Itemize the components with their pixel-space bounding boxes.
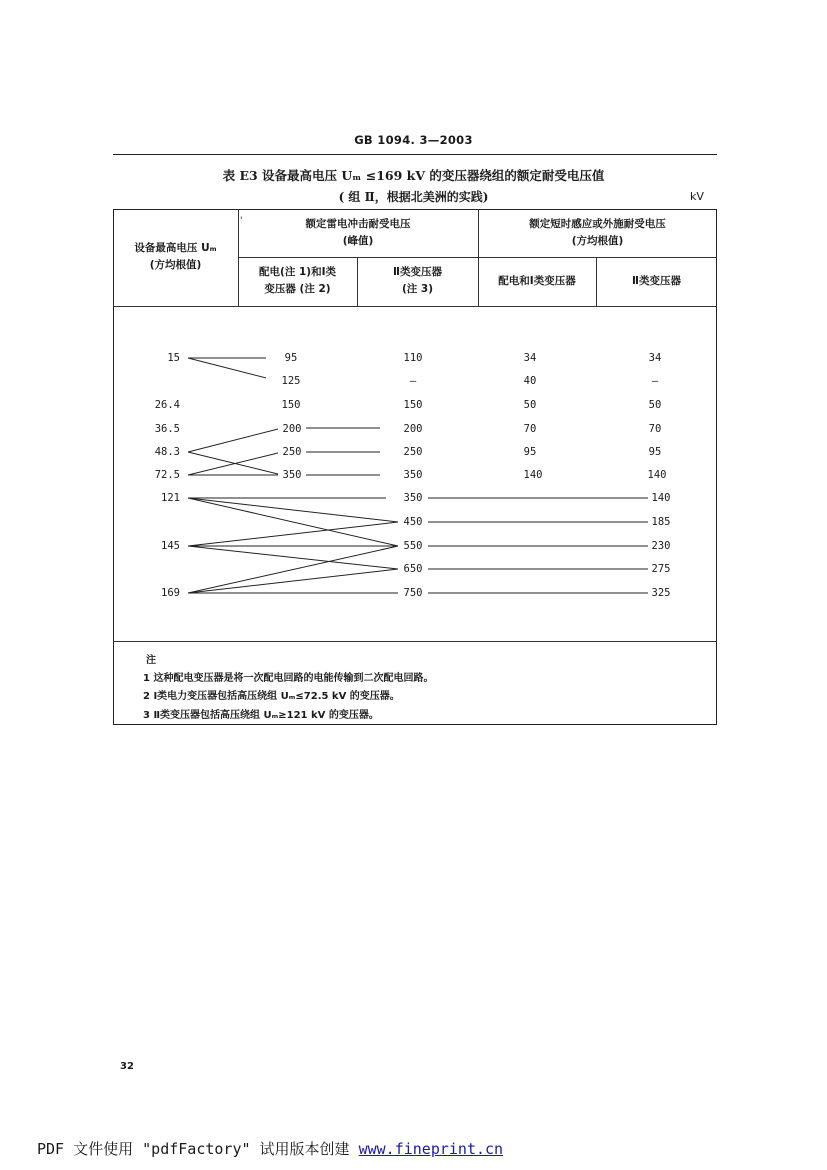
ac-class2-value: 70: [648, 423, 662, 435]
header-ac-line1: 额定短时感应或外施耐受电压: [529, 218, 666, 230]
header-ac-class1: 配电和Ⅰ类变压器: [498, 275, 576, 287]
ac-class2-value: —: [651, 375, 659, 387]
header-um-line2: (方均根值): [149, 259, 202, 271]
ac-class1-value: 50: [523, 399, 537, 411]
header-li-class2-line1: Ⅱ类变压器: [393, 266, 442, 278]
um-value: 26.4: [154, 399, 180, 411]
li-class2-value: 350: [398, 492, 428, 504]
pdf-footer: [37, 1138, 503, 1159]
li-class2-value: 550: [398, 540, 428, 552]
header-li-class1-line2: 变压器 (注 2): [264, 283, 331, 295]
ac-class1-value: 34: [523, 352, 537, 364]
um-value: 48.3: [154, 446, 180, 458]
ac-class2-value: 325: [648, 587, 674, 599]
um-value: 72.5: [154, 469, 180, 481]
header-ac-class2: Ⅱ类变压器: [632, 275, 681, 287]
ac-class2-value: 230: [648, 540, 674, 552]
standard-number: GB 1094. 3—2003: [354, 133, 473, 147]
ac-class1-value: 140: [523, 469, 543, 481]
header-li-class2-line2: (注 3): [401, 283, 434, 295]
ac-class1-value: 95: [523, 446, 537, 458]
header-um-line1: 设备最高电压 Uₘ: [134, 242, 217, 254]
notes-heading: 注: [146, 655, 156, 666]
li-class2-value: 200: [398, 423, 428, 435]
li-class1-value: 95: [266, 352, 316, 364]
ac-class2-value: 95: [648, 446, 662, 458]
connector: [188, 546, 398, 593]
li-class1-value: 125: [266, 375, 316, 387]
connector: [188, 498, 398, 546]
li-class2-value: 750: [398, 587, 428, 599]
page-number: 32: [120, 1061, 134, 1072]
ac-class2-value: 275: [648, 563, 674, 575]
note-item: 2 Ⅰ类电力变压器包括高压绕组 Uₘ≤72.5 kV 的变压器。: [143, 691, 400, 702]
ac-class1-value: 40: [523, 375, 537, 387]
ac-class2-value: 50: [648, 399, 662, 411]
connector: [188, 569, 398, 593]
um-value: 36.5: [154, 423, 180, 435]
um-value: 121: [161, 492, 180, 504]
header-li-line2: (峰值): [342, 235, 374, 247]
um-value: 15: [167, 352, 180, 364]
footer-link[interactable]: www.fineprint.cn: [358, 1140, 504, 1158]
ac-class2-value: 140: [648, 492, 674, 504]
stray-mark: ': [240, 216, 243, 226]
um-value: 169: [161, 587, 180, 599]
ac-class2-value: 140: [647, 469, 667, 481]
li-class1-value: 200: [278, 423, 306, 435]
connector: [188, 522, 398, 546]
connector: [188, 498, 398, 522]
li-class2-value: 450: [398, 516, 428, 528]
connector: [188, 546, 398, 569]
li-class2-value: —: [409, 375, 417, 387]
li-class2-value: 250: [398, 446, 428, 458]
note-item: 1 这种配电变压器是将一次配电回路的电能传输到二次配电回路。: [143, 673, 434, 684]
table-title: 表 E3 设备最高电压 Uₘ ≤169 kV 的变压器绕组的额定耐受电压值: [222, 168, 605, 183]
li-class2-value: 350: [398, 469, 428, 481]
ac-class1-value: 70: [523, 423, 537, 435]
li-class2-value: 110: [403, 352, 423, 364]
li-class1-value: 150: [266, 399, 316, 411]
note-item: 3 Ⅱ类变压器包括高压绕组 Uₘ≥121 kV 的变压器。: [143, 710, 379, 721]
header-ac-line2: (方均根值): [571, 235, 624, 247]
ac-class2-value: 34: [648, 352, 662, 364]
table-subtitle: ( 组 Ⅱ，根据北美洲的实践): [338, 190, 489, 204]
connector: [188, 428, 282, 452]
header-li-line1: 额定雷电冲击耐受电压: [305, 218, 411, 230]
li-class1-value: 350: [278, 469, 306, 481]
connector: [188, 358, 278, 381]
li-class2-value: 150: [403, 399, 423, 411]
um-value: 145: [161, 540, 180, 552]
footer-text: PDF 文件使用 "pdfFactory" 试用版本创建: [37, 1140, 359, 1158]
ac-class2-value: 185: [648, 516, 674, 528]
li-class2-value: 650: [398, 563, 428, 575]
unit-label: kV: [690, 190, 704, 203]
header-li-class1-line1: 配电(注 1)和Ⅰ类: [259, 266, 336, 278]
li-class1-value: 250: [278, 446, 306, 458]
